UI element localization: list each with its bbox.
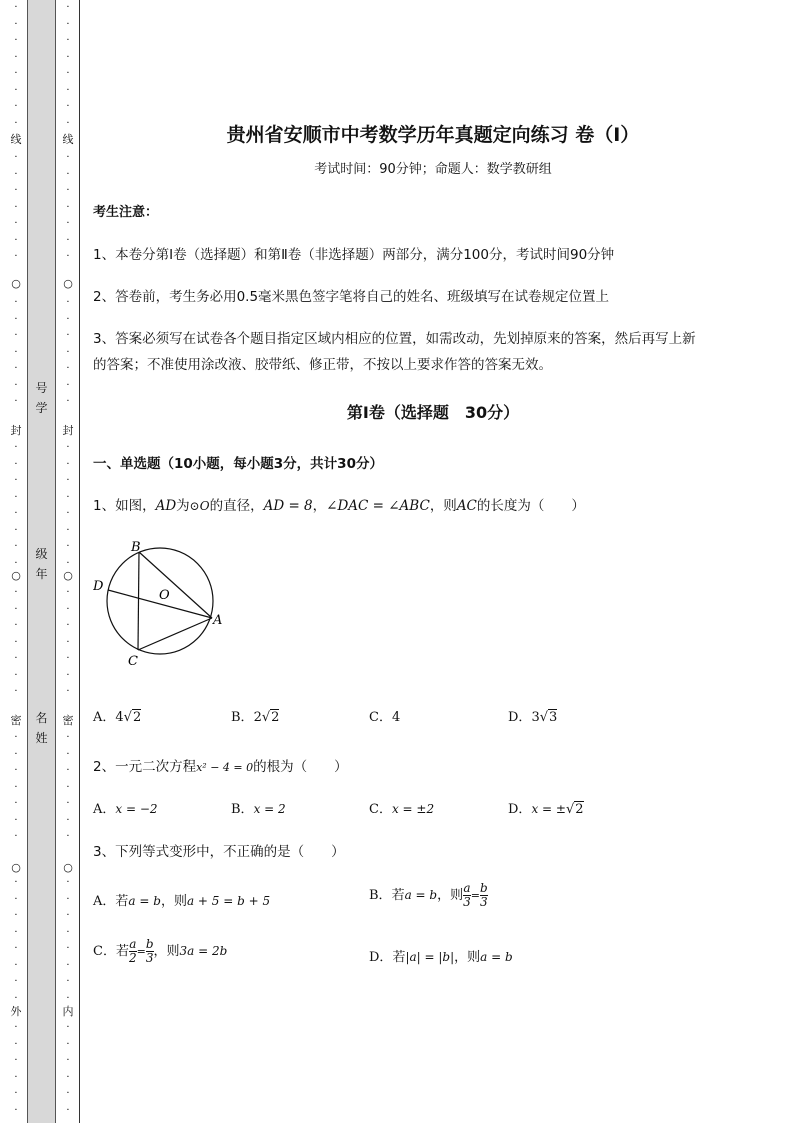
label-b: B bbox=[131, 540, 141, 555]
q1-option-c[interactable]: C．4 bbox=[369, 710, 401, 725]
inner-mark-secret: 密 bbox=[62, 714, 74, 727]
outer-mark-outside: 外 bbox=[10, 1005, 22, 1018]
question-2-stem: 2、一元二次方程x² − 4 = 0的根为（ ） bbox=[93, 759, 348, 775]
outer-binding-dots-6: · · · · · · · bbox=[14, 732, 18, 842]
inner-binding-dots-1: · · · · · · · · bbox=[66, 2, 70, 129]
question-1-stem: 1、如图，AD为⊙O的直径，AD = 8，∠DAC = ∠ABC，则AC的长度为（ ） bbox=[93, 498, 585, 514]
name-label: 名 姓 bbox=[35, 711, 48, 745]
outer-mark-secret: 密 bbox=[10, 714, 22, 727]
inner-binding-dots-8: · · · · · · bbox=[66, 1022, 70, 1116]
inner-mark-line: 线 bbox=[62, 133, 74, 146]
part-title: 第Ⅰ卷（选择题 30分） bbox=[346, 403, 520, 422]
outer-binding-dots-2: · · · · · · · bbox=[14, 152, 18, 262]
inner-binding-dots-5: · · · · · · · bbox=[66, 587, 70, 697]
student-id-label: 号 学 bbox=[35, 381, 48, 415]
q1-option-d[interactable]: D．3√3 bbox=[508, 710, 558, 725]
q2-option-a[interactable]: A．x = −2 bbox=[93, 802, 158, 817]
question-3-stem: 3、下列等式变形中，不正确的是（ ） bbox=[93, 844, 345, 860]
grade-label: 级 年 bbox=[35, 547, 48, 581]
notice-item-1: 1、本卷分第Ⅰ卷（选择题）和第Ⅱ卷（非选择题）两部分，满分100分，考试时间90分钟 bbox=[93, 247, 615, 263]
student-info-strip bbox=[27, 0, 56, 1123]
exam-subtitle: 考试时间：90分钟；命题人：数学教研组 bbox=[314, 162, 552, 177]
q3-option-a[interactable]: A．若a = b，则a + 5 = b + 5 bbox=[93, 894, 271, 909]
inner-binding-dots-3: · · · · · · · bbox=[66, 297, 70, 407]
q2-option-d[interactable]: D．x = ±√2 bbox=[508, 802, 584, 817]
q3-option-c[interactable]: C．若 $\frac{a}{2}$ = $\frac{b}{3}$ ，则3a = 2b bbox=[93, 937, 228, 965]
chord-bc bbox=[138, 552, 139, 650]
page-title: 贵州省安顺市中考数学历年真题定向练习 卷（Ⅰ） bbox=[226, 124, 640, 146]
outer-binding-dots-8: · · · · · · bbox=[14, 1022, 18, 1116]
circle-figure bbox=[93, 535, 233, 670]
q2-option-c[interactable]: C．x = ±2 bbox=[369, 802, 435, 817]
outer-mark-circle-2: ○ bbox=[11, 569, 21, 582]
inner-binding-dots-4: · · · · · · · · bbox=[66, 442, 70, 569]
outer-mark-line: 线 bbox=[10, 133, 22, 146]
q2-option-b[interactable]: B．x = 2 bbox=[231, 802, 286, 817]
inner-binding-dots-6: · · · · · · · bbox=[66, 732, 70, 842]
q1-option-b[interactable]: B．2√2 bbox=[231, 710, 280, 725]
binding-line bbox=[79, 0, 80, 1123]
inner-mark-seal: 封 bbox=[62, 424, 74, 437]
inner-binding-dots-7: · · · · · · · · bbox=[66, 877, 70, 1004]
label-d: D bbox=[93, 579, 104, 594]
notice-item-3: 3、答案必须写在试卷各个题目指定区域内相应的位置，如需改动，先划掉原来的答案，然后再写上新 bbox=[93, 331, 696, 347]
q3-option-d[interactable]: D．若|a| = |b|，则a = b bbox=[369, 950, 513, 965]
outer-binding-column: · · · · · · · · bbox=[14, 2, 18, 129]
inner-mark-inside: 内 bbox=[62, 1005, 74, 1018]
outer-binding-dots-5: · · · · · · · bbox=[14, 587, 18, 697]
q1-option-a[interactable]: A．4√2 bbox=[93, 710, 142, 725]
notice-item-3-cont: 的答案；不准使用涂改液、胶带纸、修正带，不按以上要求作答的答案无效。 bbox=[93, 357, 552, 373]
label-a: A bbox=[213, 613, 223, 628]
inner-mark-circle-1: ○ bbox=[63, 277, 73, 290]
outer-binding-dots-4: · · · · · · · · bbox=[14, 442, 18, 569]
label-c: C bbox=[128, 654, 138, 669]
notice-item-2: 2、答卷前，考生务必用0.5毫米黑色签字笔将自己的姓名、班级填写在试卷规定位置上 bbox=[93, 289, 610, 305]
inner-mark-circle-2: ○ bbox=[63, 569, 73, 582]
outer-binding-dots-7: · · · · · · · · bbox=[14, 877, 18, 1004]
label-o: O bbox=[159, 588, 170, 603]
q3-option-b[interactable]: B．若a = b，则 $\frac{a}{3}$ = $\frac{b}{3}$ bbox=[369, 881, 488, 909]
inner-mark-circle-3: ○ bbox=[63, 861, 73, 874]
section-title: 一、单选题（10小题，每小题3分，共计30分） bbox=[93, 456, 383, 472]
outer-mark-circle-3: ○ bbox=[11, 861, 21, 874]
outer-binding-dots-3: · · · · · · · bbox=[14, 297, 18, 407]
outer-mark-seal: 封 bbox=[10, 424, 22, 437]
inner-binding-dots-2: · · · · · · · bbox=[66, 152, 70, 262]
notice-heading: 考生注意： bbox=[93, 205, 159, 220]
outer-mark-circle-1: ○ bbox=[11, 277, 21, 290]
